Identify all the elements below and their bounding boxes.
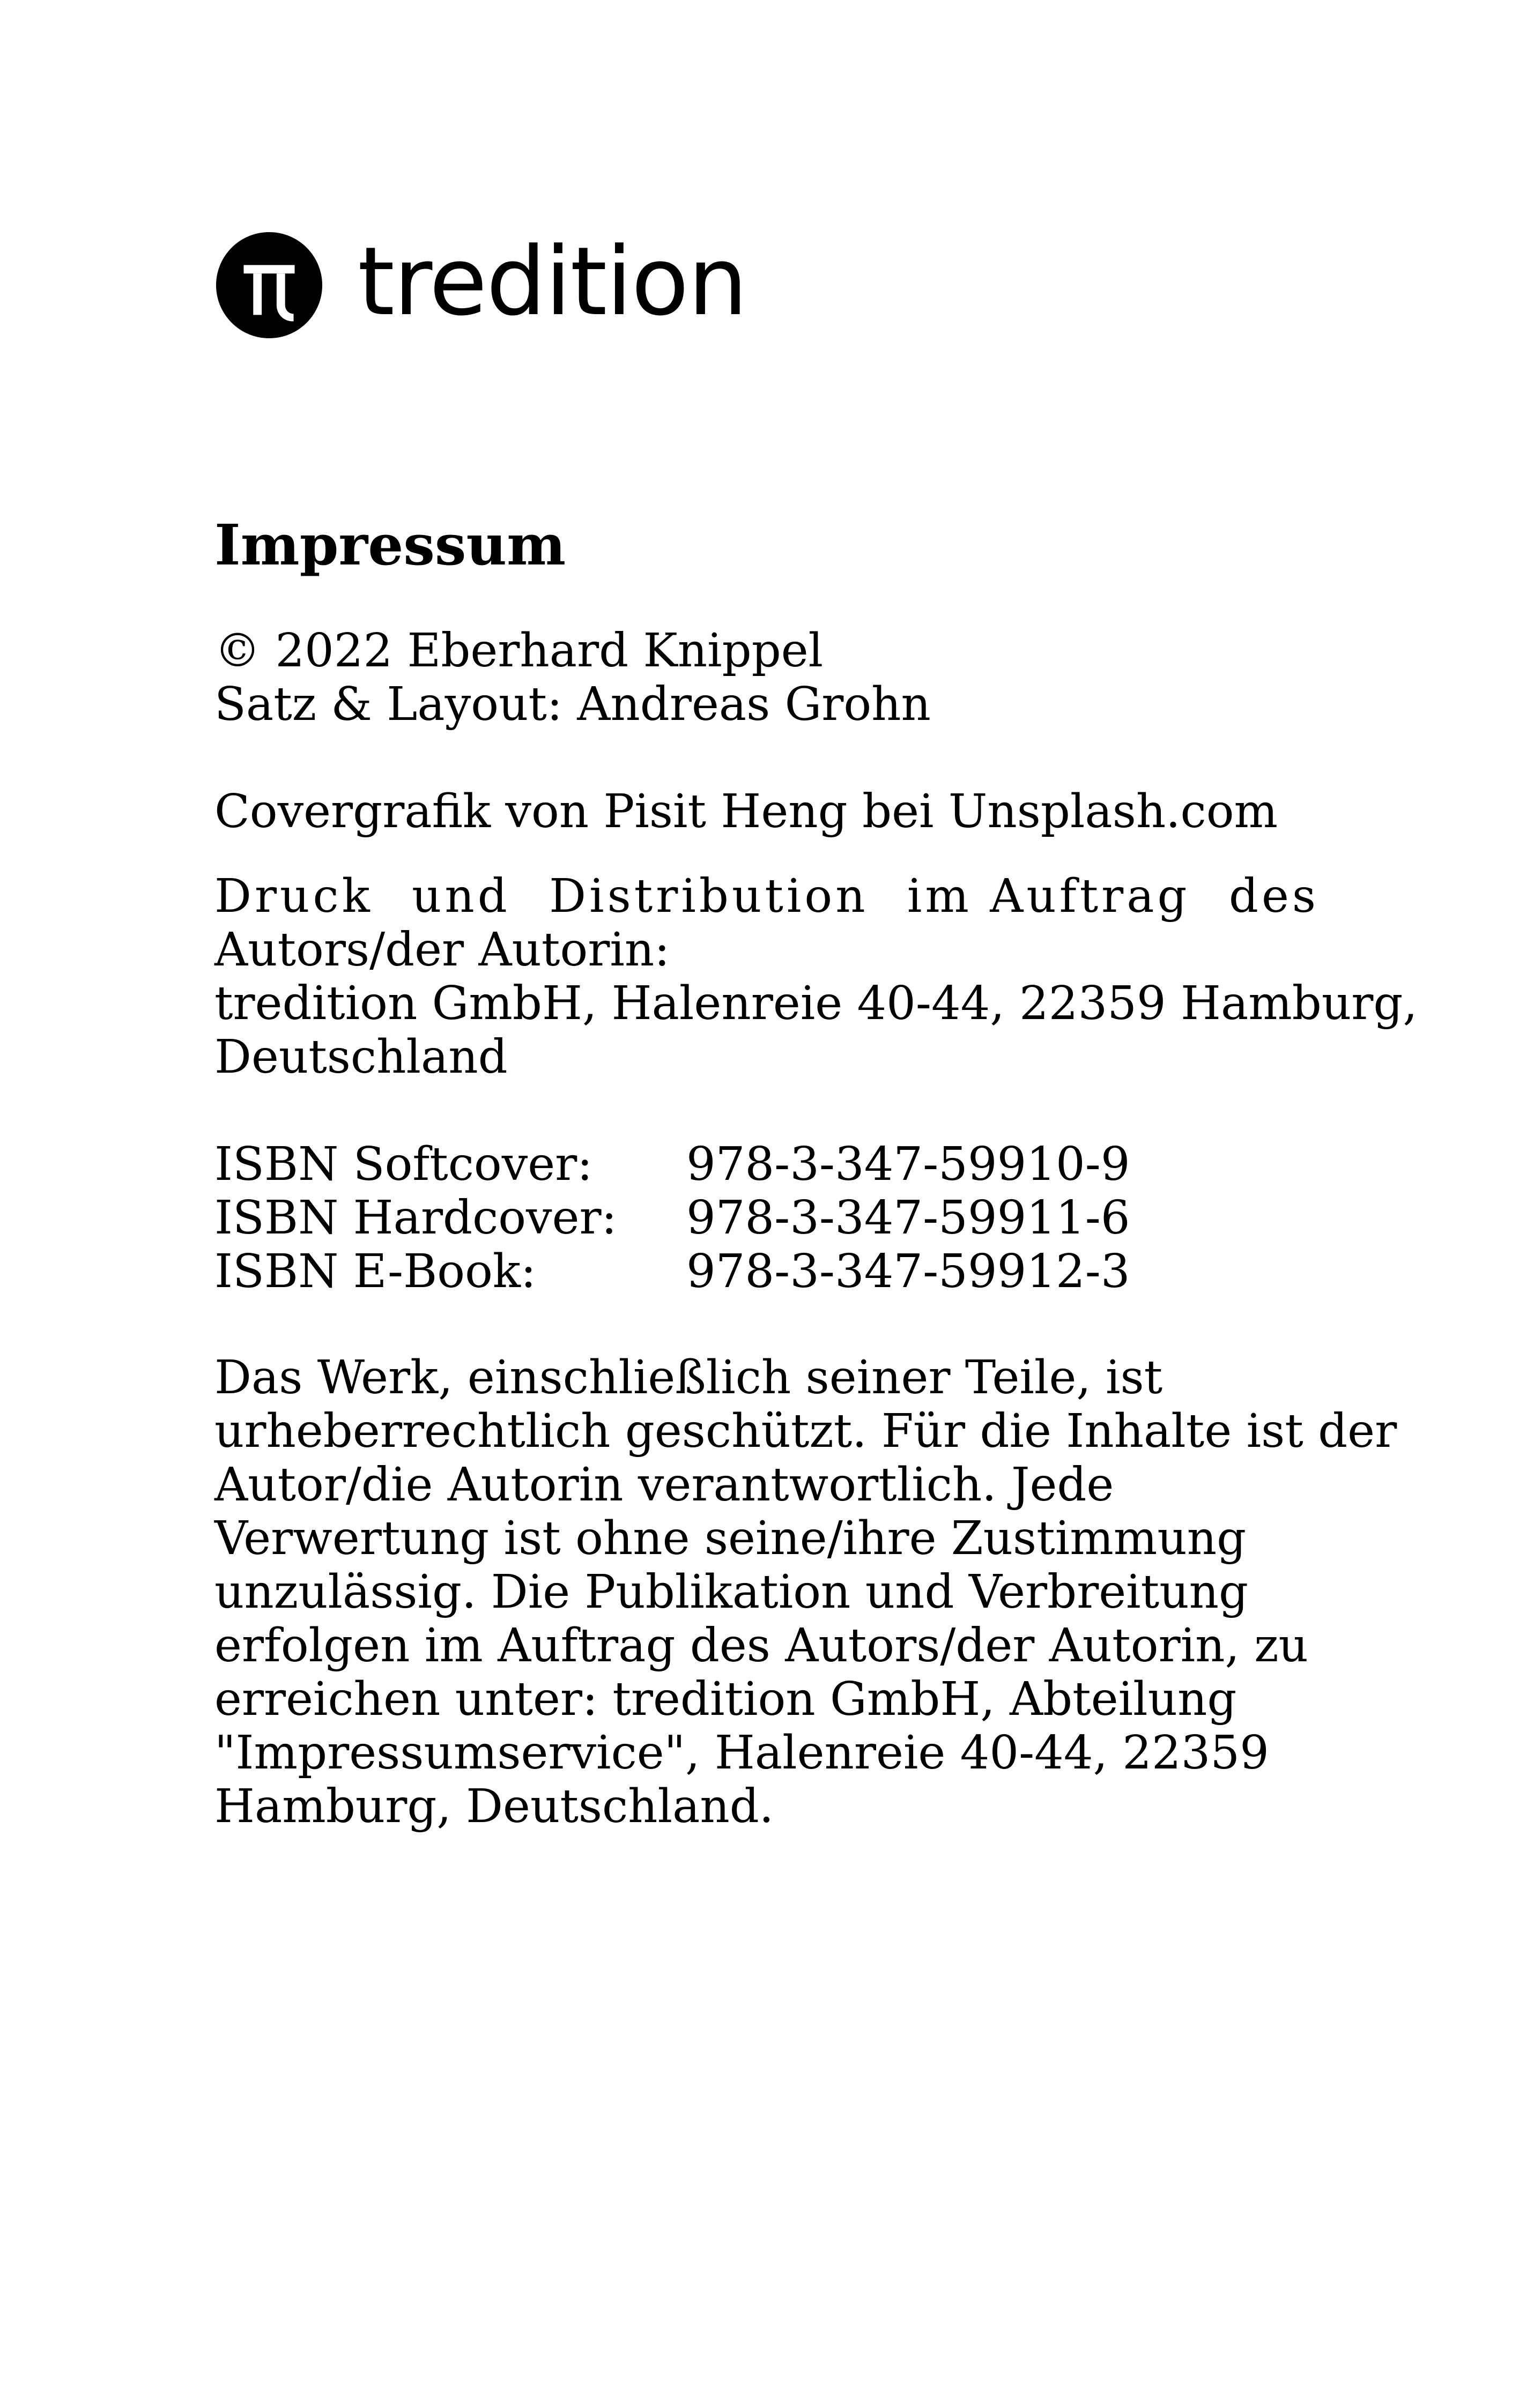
print-word: des bbox=[1228, 869, 1319, 923]
tredition-t-logo-icon bbox=[216, 232, 322, 338]
table-row bbox=[214, 1191, 1130, 1245]
print-word: Distribution bbox=[549, 869, 869, 923]
print-word: im Auftrag bbox=[907, 869, 1190, 923]
cover-credit: Covergrafik von Pisit Heng bei Unsplash.com bbox=[214, 785, 1278, 838]
publisher-logo bbox=[216, 227, 747, 339]
layout-credit: Satz & Layout: Andreas Grohn bbox=[214, 678, 931, 731]
page-title: Impressum bbox=[214, 512, 566, 578]
isbn-value: 978-3-347-59911-6 bbox=[686, 1191, 1130, 1245]
print-distribution-first-line bbox=[214, 869, 1319, 923]
legal-notice bbox=[214, 1351, 1397, 1833]
table-row bbox=[214, 1245, 1130, 1298]
print-line: tredition GmbH, Halenreie 40-44, 22359 Hamburg, bbox=[214, 977, 1418, 1030]
legal-line: "Impressumservice", Halenreie 40-44, 22359 bbox=[214, 1726, 1269, 1780]
legal-line: unzulässig. Die Publikation und Verbreitung bbox=[214, 1565, 1249, 1619]
publisher-logo-text: tredition bbox=[358, 227, 747, 337]
print-word: und bbox=[412, 869, 510, 923]
legal-line: Verwertung ist ohne seine/ihre Zustimmung bbox=[214, 1512, 1247, 1565]
imprint-content bbox=[214, 510, 1418, 1833]
legal-line: Autor/die Autorin verantwortlich. Jede bbox=[214, 1458, 1114, 1512]
legal-line: Das Werk, einschließlich seiner Teile, ist bbox=[214, 1351, 1163, 1404]
legal-line: urheberrechtlich geschützt. Für die Inhalte ist der bbox=[214, 1404, 1397, 1458]
legal-line: erreichen unter: tredition GmbH, Abteilung bbox=[214, 1673, 1237, 1726]
table-row bbox=[214, 1138, 1130, 1191]
legal-line: erfolgen im Auftrag des Autors/der Autorin, zu bbox=[214, 1619, 1308, 1673]
isbn-label: ISBN Hardcover: bbox=[214, 1191, 617, 1245]
isbn-table bbox=[214, 1138, 1130, 1298]
print-word: Druck bbox=[214, 869, 373, 923]
isbn-value: 978-3-347-59912-3 bbox=[686, 1245, 1130, 1298]
print-line: Autors/der Autorin: bbox=[214, 923, 670, 977]
print-line: Deutschland bbox=[214, 1030, 508, 1084]
legal-line: Hamburg, Deutschland. bbox=[214, 1780, 774, 1833]
print-distribution-block bbox=[214, 869, 1418, 1084]
isbn-label: ISBN E-Book: bbox=[214, 1245, 536, 1298]
copyright-line: © 2022 Eberhard Knippel bbox=[214, 624, 824, 678]
isbn-label: ISBN Softcover: bbox=[214, 1138, 593, 1191]
isbn-value: 978-3-347-59910-9 bbox=[686, 1138, 1130, 1191]
